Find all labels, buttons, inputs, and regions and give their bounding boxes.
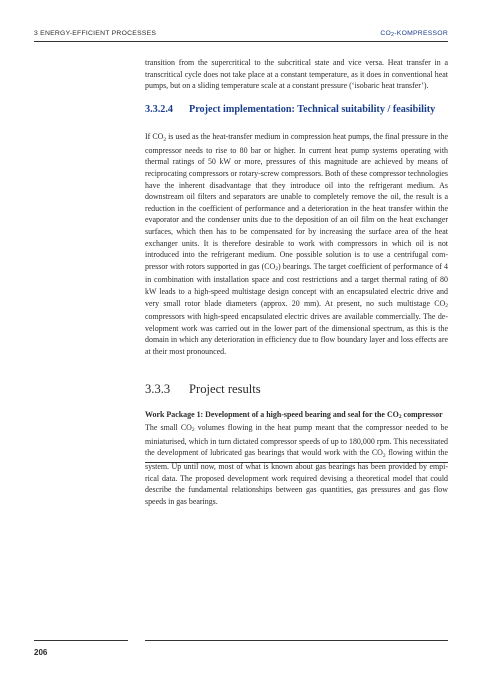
work-package-title: Work Package 1: Development of a high-speed bearing and seal for the CO2 compressor bbox=[145, 409, 443, 420]
work-package-paragraph: The small CO2 volumes flowing in the heat pump meant that the compressor needed to be miniaturised, which in turn dictated compressor speeds of up to 180,000 rpm. This necessitated the development of lubricated gas bearings that would work with the CO2 flowing within the system. Up until now, most of what is known about gas bearings has been provided by empirical data. The proposed development work required devising a theoretical model that could describe the fundamental relationships between gas quantities, gas pressures and gas flow speeds in gas bearings. bbox=[145, 423, 448, 506]
intro-paragraph: transition from the supercritical to the subcritical state and vice versa. Heat transfer in a transcritical cycle does not take place at a constant temperature, as it does in conventional heat pumps, but on a sliding temperature scale at a constant pressure (‘isobaric heat transfer’). bbox=[145, 58, 448, 91]
section-heading-3-3-2-4 bbox=[145, 104, 448, 117]
project-name: CO2-KOMPRESSOR bbox=[380, 30, 448, 39]
main-content bbox=[145, 57, 448, 507]
page-number: 206 bbox=[34, 648, 48, 657]
header-rule bbox=[34, 41, 448, 42]
chapter-title: 3 ENERGY-EFFICIENT PROCESSES bbox=[34, 30, 157, 37]
section-title: Project implementation: Technical suitability / feasibility bbox=[189, 103, 436, 115]
section-title: Project results bbox=[189, 381, 261, 396]
section-rule bbox=[145, 462, 448, 463]
section-number: 3.3.2.4 bbox=[145, 103, 174, 115]
footer-rule-left bbox=[34, 640, 128, 641]
section-heading-3-3-3 bbox=[145, 382, 448, 397]
body-paragraph: If CO2 is used as the heat-transfer medium in compression heat pumps, the final pressure in the compressor needs to rise to 80 bar or higher. In current heat pump systems operating with thermal ratings of 50 kW or more, pressures of this magnitude are achieved by means of reciprocating compressors or rotary-screw compressors. Both of these compressor technologies have the inherent disadvantage that they introduce oil into the refrigerant medium. As downstream oil filters and separators are unable to completely remove the oil, the result is a reduction in the coefficient of performance and a deterioration in the heat transfer within the evaporator and the condenser units due to the deposition of an oil film on the heat exchanger surfaces, which then has to be compensated for by increasing the surface area of the heat exchanger units. It is therefore desirable to work with compressors in which oil is not introduced into the refrigerant medium. One possible solution is to use a centrifugal compressor with rotors supported in gas (CO2) bearings. The target coefficient of performance of 4 in combination with installation space and cost restrictions and a target thermal rating of 80 kW leads to a high-speed multistage design concept with an encapsulated electric drive and very small rotor blade diameters (approx. 20 mm). At present, no such multistage CO2 compressors with high-speed encapsulated electric drives are available commercially. The development work was carried out in the lower part of the dimensional spectrum, as this is the domain in which any deterioration in efficiency due to flow boundary layer and loss effects are at their most pronounced. bbox=[145, 132, 448, 356]
footer-rule-right bbox=[145, 640, 448, 641]
section-number: 3.3.3 bbox=[145, 381, 171, 396]
